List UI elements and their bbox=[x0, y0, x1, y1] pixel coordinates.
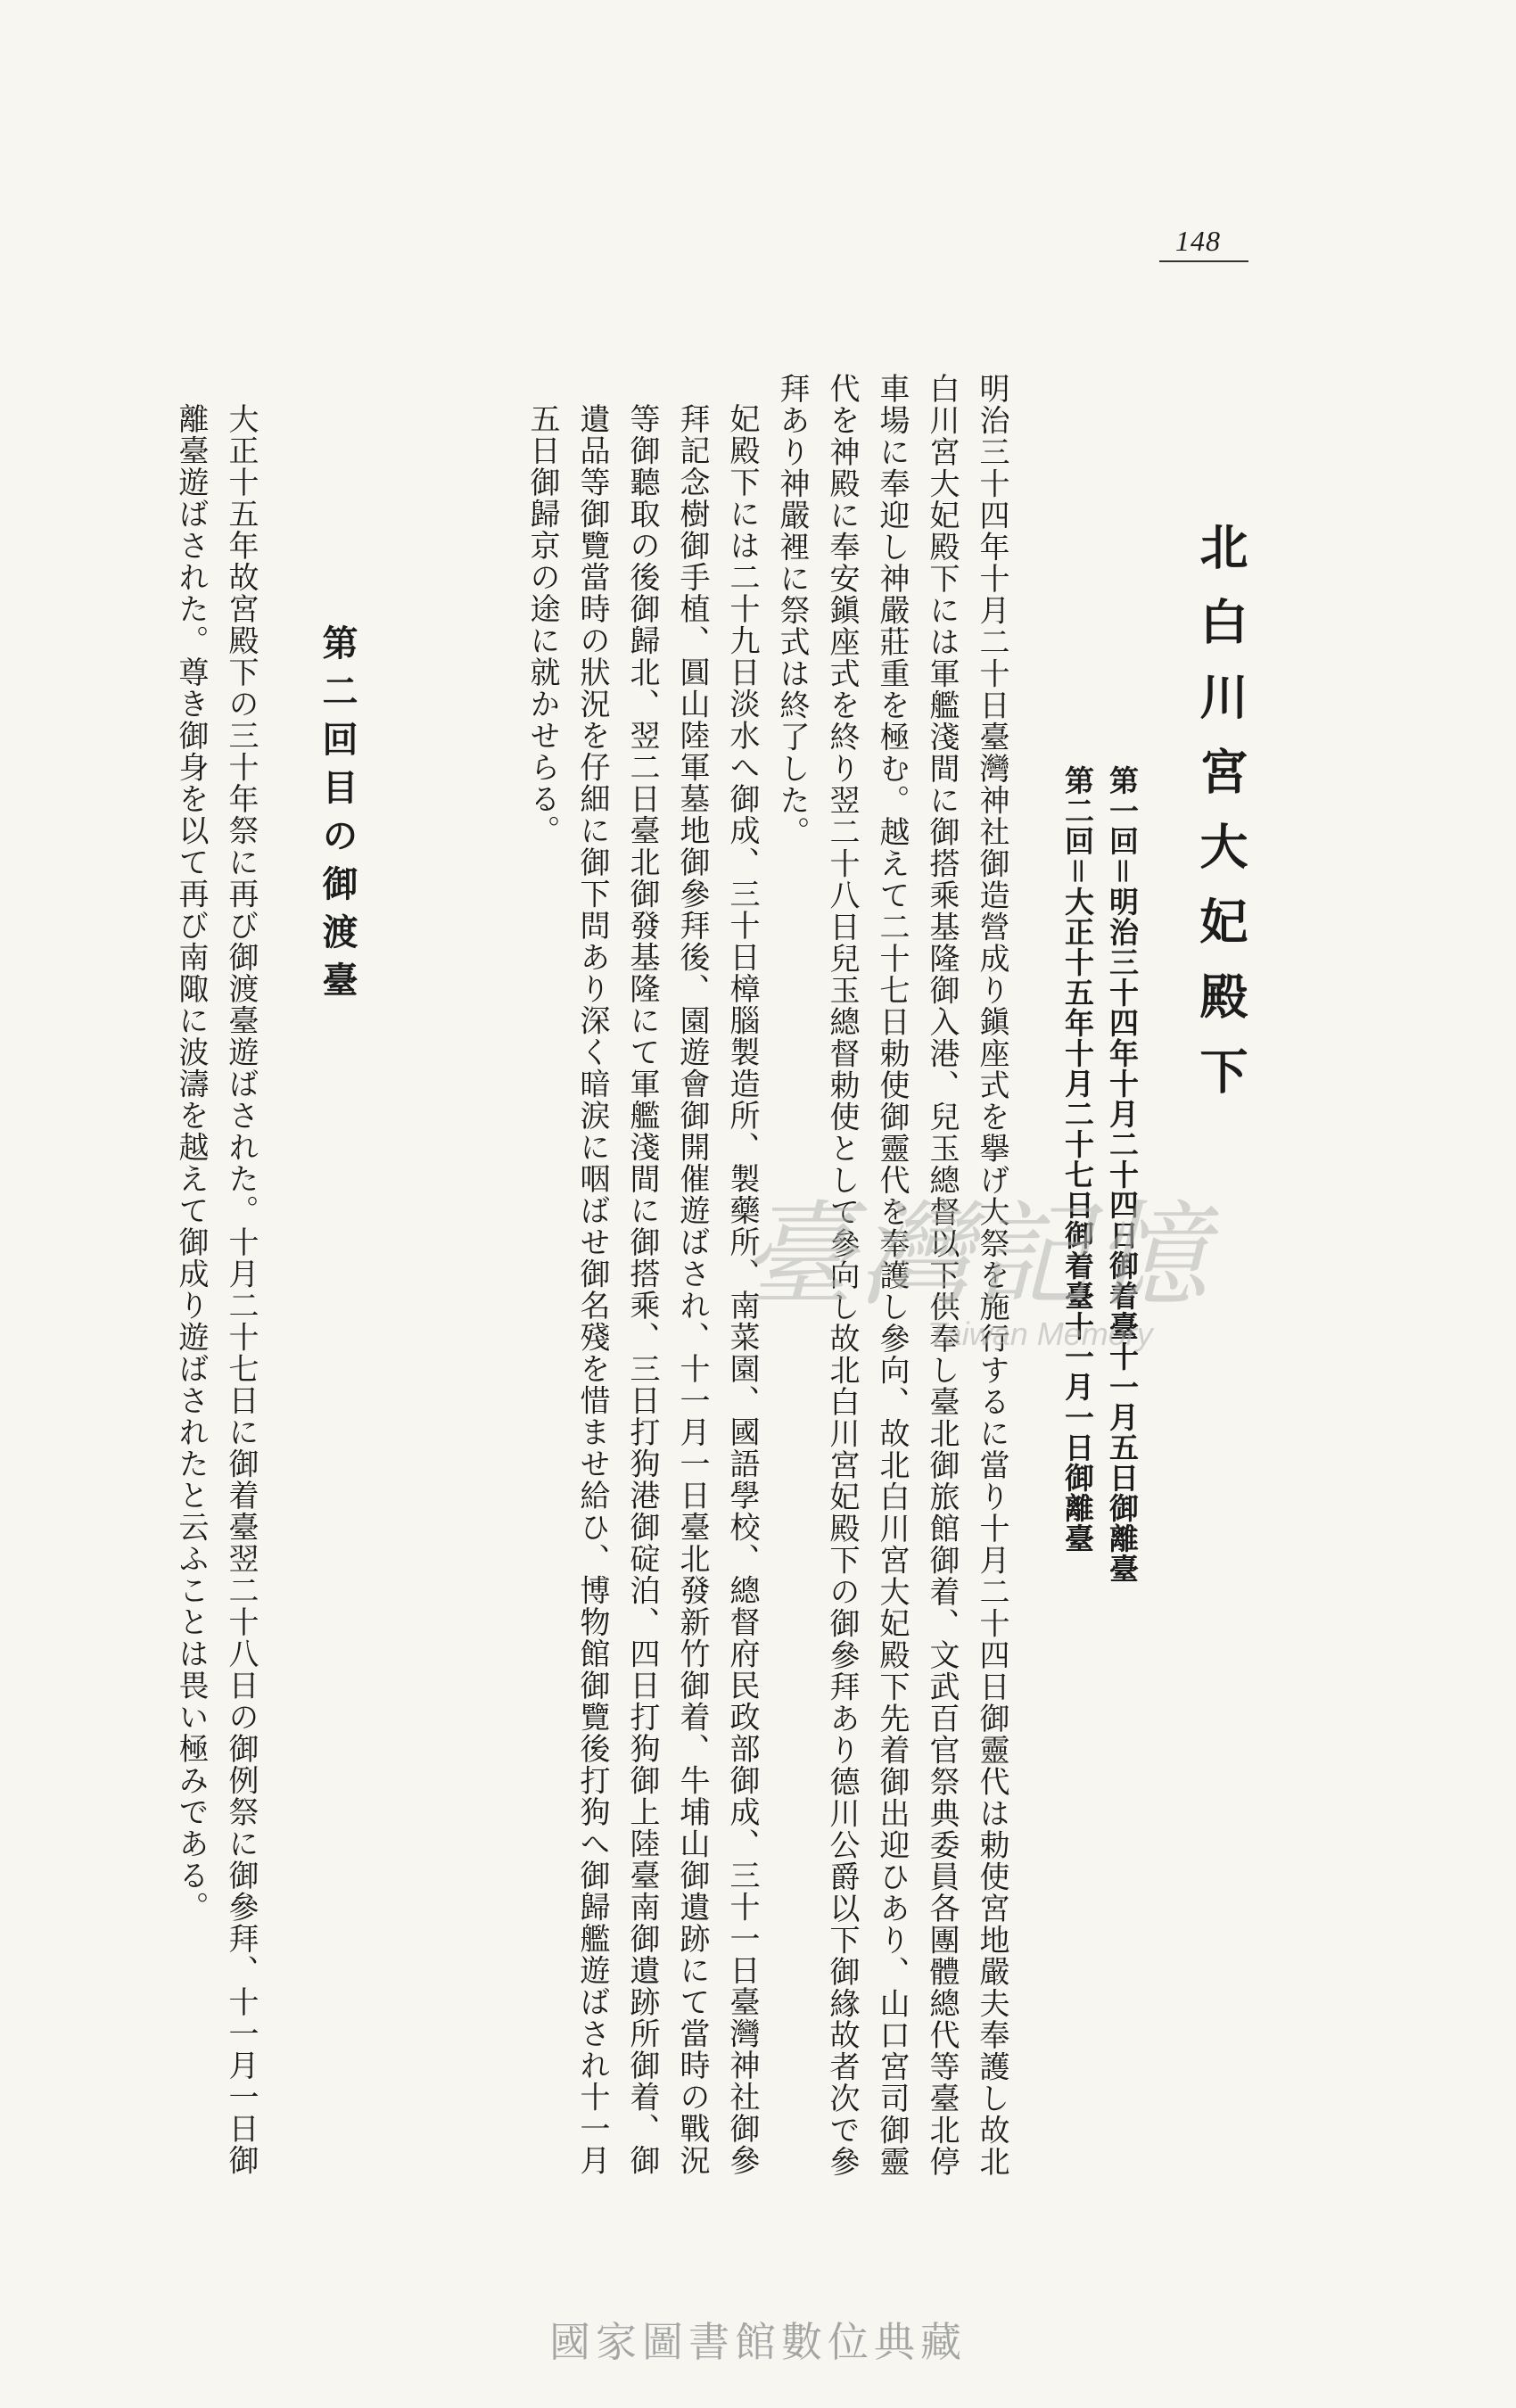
watermark-kanji: 臺灣記憶 bbox=[740, 1190, 1212, 1323]
second-visit-body bbox=[159, 373, 266, 2192]
subtitle-second-visit: 第二回＝大正十五年十月二十七日御着臺十一月一日御離臺 bbox=[1060, 765, 1095, 1554]
watermark-logo bbox=[740, 1164, 1240, 1378]
page-number-rule bbox=[1159, 260, 1248, 262]
watermark-latin: Taiwan Memory bbox=[927, 1315, 1153, 1352]
first-visit-paragraph-2: 妃殿下には二十九日淡水へ御成、三十日樟腦製造所、製藥所、南菜園、國語學校、總督府民政部御成、三十一日臺灣神社御參拜記念樹御手植、圓山陸軍墓地御參拜後、園遊會御開催遊ばされ、十一月一日臺北發新竹御着、牛埔山御遺跡にて當時の戰況等御聽取の後御歸北、翌二日臺北御發基隆にて軍艦淺間に御搭乘、三日打狗港御碇泊、四日打狗御上陸臺南御遺跡所御着、御遺品等御覽當時の狀況を仔細に御下問あり深く暗涙に咽ばせ御名殘を惜ませ給ひ、博物館御覽後打狗へ御歸艦遊ばされ十一月五日御歸京の途に就かせらる。 bbox=[524, 403, 760, 2176]
page-number: 148 bbox=[1175, 225, 1221, 257]
page-title: 北白川宮大妃殿下 bbox=[1192, 522, 1248, 1121]
first-visit-paragraph-1: 明治三十四年十月二十日臺灣神社御造營成り鎭座式を擧げ大祭を施行するに當り十月二十四日御靈代は勅使宮地嚴夫奉護し故北白川宮大妃殿下には軍艦淺間に御搭乘基隆御入港、兒玉總督以下供奉し臺北御旅館御着、文武百官祭典委員各團體總代等臺北停車場に奉迎し神嚴莊重を極む。越えて二十七日勅使御靈代を奉護し參向、故北白川宮大妃殿下先着御出迎ひあり、山口宮司御靈代を神殿に奉安鎭座式を終り翌二十八日兒玉總督勅使として參向し故北白川宮妃殿下の御參拜あり德川公爵以下御緣故者次で參拜あり神嚴裡に祭式は終了した。 bbox=[774, 373, 1009, 2178]
footer-credit: 國家圖書館數位典藏 bbox=[549, 2318, 967, 2366]
second-visit-paragraph: 大正十五年故宮殿下の三十年祭に再び御渡臺遊ばされた。十月二十七日に御着臺翌二十八日の御例祭に御參拜、十一月一日御離臺遊ばされた。尊き御身を以て再び南陬に波濤を越えて御成り遊ばされたと云ふことは畏い極みである。 bbox=[173, 403, 259, 2176]
subtitle-first-visit: 第一回＝明治三十四年十月二十四日御着臺十一月五日御離臺 bbox=[1105, 765, 1140, 1584]
section-heading: 第二回目の御渡臺 bbox=[317, 624, 358, 1010]
